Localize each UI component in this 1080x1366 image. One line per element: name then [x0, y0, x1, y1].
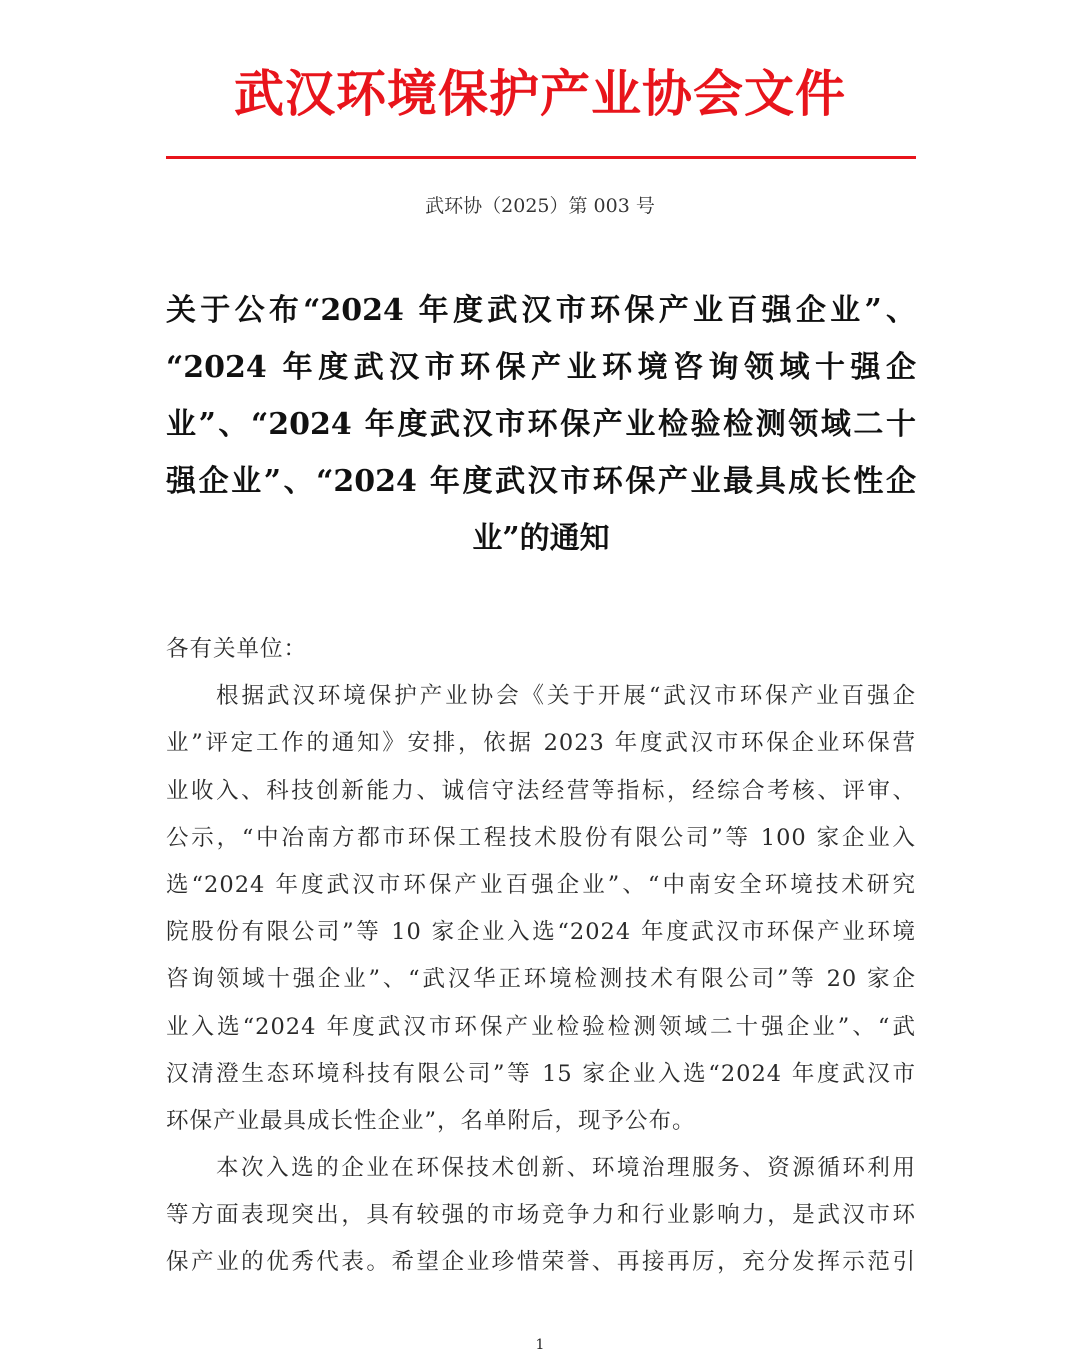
paragraph-line: 等方面表现突出，具有较强的市场竞争力和行业影响力，是武汉市环: [166, 1202, 916, 1229]
paragraph-line: 选“2024 年度武汉市环保产业百强企业”、“中南安全环境技术研究: [166, 871, 916, 898]
paragraph-line: 根据武汉环境保护产业协会《关于开展“武汉市环保产业百强企: [216, 683, 916, 710]
title-line: 业”的通知: [472, 521, 610, 556]
paragraph-line: 公示，“中冶南方都市环保工程技术股份有限公司”等 100 家企业入: [166, 824, 916, 851]
header-divider: [166, 156, 916, 159]
paragraph-line: 环保产业最具成长性企业”，名单附后，现予公布。: [166, 1107, 696, 1134]
paragraph-line: 汉清澄生态环境科技有限公司”等 15 家企业入选“2024 年度武汉市: [166, 1060, 916, 1087]
paragraph-line: 业入选“2024 年度武汉市环保产业检验检测领域二十强企业”、“武: [166, 1013, 916, 1040]
notice-title: [166, 282, 916, 567]
paragraph-line: 院股份有限公司”等 10 家企业入选“2024 年度武汉市环保产业环境: [166, 919, 916, 946]
title-line: 关于公布“2024 年度武汉市环保产业百强企业”、: [166, 293, 916, 328]
paragraph-line: 业”评定工作的通知》安排，依据 2023 年度武汉市环保企业环保营: [166, 730, 916, 757]
document-number: 武环协（2025）第 003 号: [425, 195, 655, 217]
document-body: [166, 626, 916, 1287]
title-line: 强企业”、“2024 年度武汉市环保产业最具成长性企: [166, 464, 916, 499]
title-line: 业”、“2024 年度武汉市环保产业检验检测领域二十: [166, 407, 916, 442]
paragraph-line: 本次入选的企业在环保技术创新、环境治理服务、资源循环利用: [216, 1155, 916, 1182]
document-header-title: 武汉环境保护产业协会文件: [234, 65, 846, 123]
title-line: “2024 年度武汉市环保产业环境咨询领域十强企: [166, 350, 916, 385]
paragraph-line: 咨询领域十强企业”、“武汉华正环境检测技术有限公司”等 20 家企: [166, 966, 916, 993]
salutation: 各有关单位：: [166, 636, 308, 662]
page-number: 1: [535, 1337, 545, 1353]
paragraph-line: 保产业的优秀代表。希望企业珍惜荣誉、再接再厉，充分发挥示范引: [166, 1249, 916, 1276]
paragraph-line: 业收入、科技创新能力、诚信守法经营等指标，经综合考核、评审、: [166, 777, 916, 804]
